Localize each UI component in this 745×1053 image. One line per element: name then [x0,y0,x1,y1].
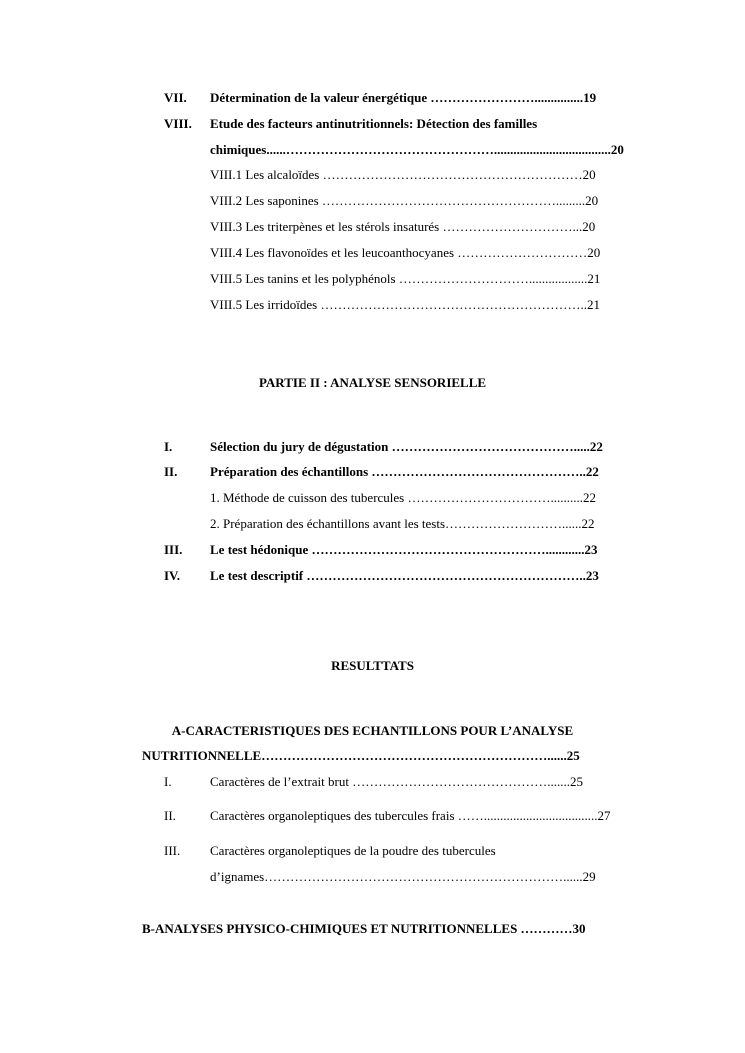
toc-num-vii: VII. [164,90,187,105]
toc-entry-viii-4[interactable]: VIII.4 Les flavonoïdes et les leucoanthocyanes …………………………20 [210,245,601,260]
toc-entry-vii[interactable]: Détermination de la valeur énergétique ……………………...............19 [210,90,597,105]
toc-num-p2-iv: IV. [164,568,181,583]
toc-num-viii: VIII. [164,116,192,131]
toc-entry-p2-i[interactable]: Sélection du jury de dégustation …………………………………….....22 [210,439,603,454]
section-heading-a-line1[interactable]: A-CARACTERISTIQUES DES ECHANTILLONS POUR L’ANALYSE [171,723,574,738]
toc-num-p2-ii: II. [164,464,178,479]
toc-entry-viii-5a[interactable]: VIII.5 Les tanins et les polyphénols …………………………..................21 [210,271,601,286]
toc-entry-p2-ii-2[interactable]: 2. Préparation des échantillons avant les tests………………………......22 [210,516,595,531]
toc-entry-a-iii-line1[interactable]: Caractères organoleptiques de la poudre des tubercules [210,843,496,858]
section-heading-b[interactable]: B-ANALYSES PHYSICO-CHIMIQUES ET NUTRITIONNELLES …………30 [142,921,586,936]
section-heading-resultats[interactable]: RESULTTATS [331,658,414,673]
toc-entry-p2-iii[interactable]: Le test hédonique ………………………………………………............23 [210,542,598,557]
toc-entry-a-i[interactable]: Caractères de l’extrait brut ……………………………………….......25 [210,774,583,789]
toc-entry-p2-ii[interactable]: Préparation des échantillons …………………………………………..22 [210,464,599,479]
toc-entry-viii-line2[interactable]: chimiques......…………………………………………....................................20 [210,142,624,157]
toc-entry-viii-3[interactable]: VIII.3 Les triterpènes et les stérols insaturés …………………………...20 [210,219,596,234]
toc-num-p2-iii: III. [164,542,183,557]
toc-entry-viii-2[interactable]: VIII.2 Les saponines ……………………………………………….........20 [210,193,599,208]
toc-num-a-ii: II. [164,808,176,823]
toc-num-a-iii: III. [164,843,181,858]
toc-entry-a-iii-line2[interactable]: d’ignames……………………………………………………………......29 [210,869,596,884]
toc-entry-a-ii[interactable]: Caractères organoleptiques des tubercules frais ……...................................27 [210,808,611,823]
toc-entry-p2-ii-1[interactable]: 1. Méthode de cuisson des tubercules ……………………………..........22 [210,490,596,505]
section-heading-a-line2[interactable]: NUTRITIONNELLE…………………………………………………………......25 [142,748,580,763]
toc-entry-viii-5b[interactable]: VIII.5 Les irridoïdes ……………………………………………………..21 [210,297,600,312]
toc-entry-p2-iv[interactable]: Le test descriptif ………………………………………………………..23 [210,568,599,583]
toc-num-a-i: I. [164,774,172,789]
toc-entry-viii-1[interactable]: VIII.1 Les alcaloïdes ……………………………………………………20 [210,167,596,182]
section-heading-partie-2[interactable]: PARTIE II : ANALYSE SENSORIELLE [258,375,487,390]
toc-num-p2-i: I. [164,439,173,454]
toc-entry-viii-line1[interactable]: Etude des facteurs antinutritionnels: Détection des familles [210,116,538,131]
